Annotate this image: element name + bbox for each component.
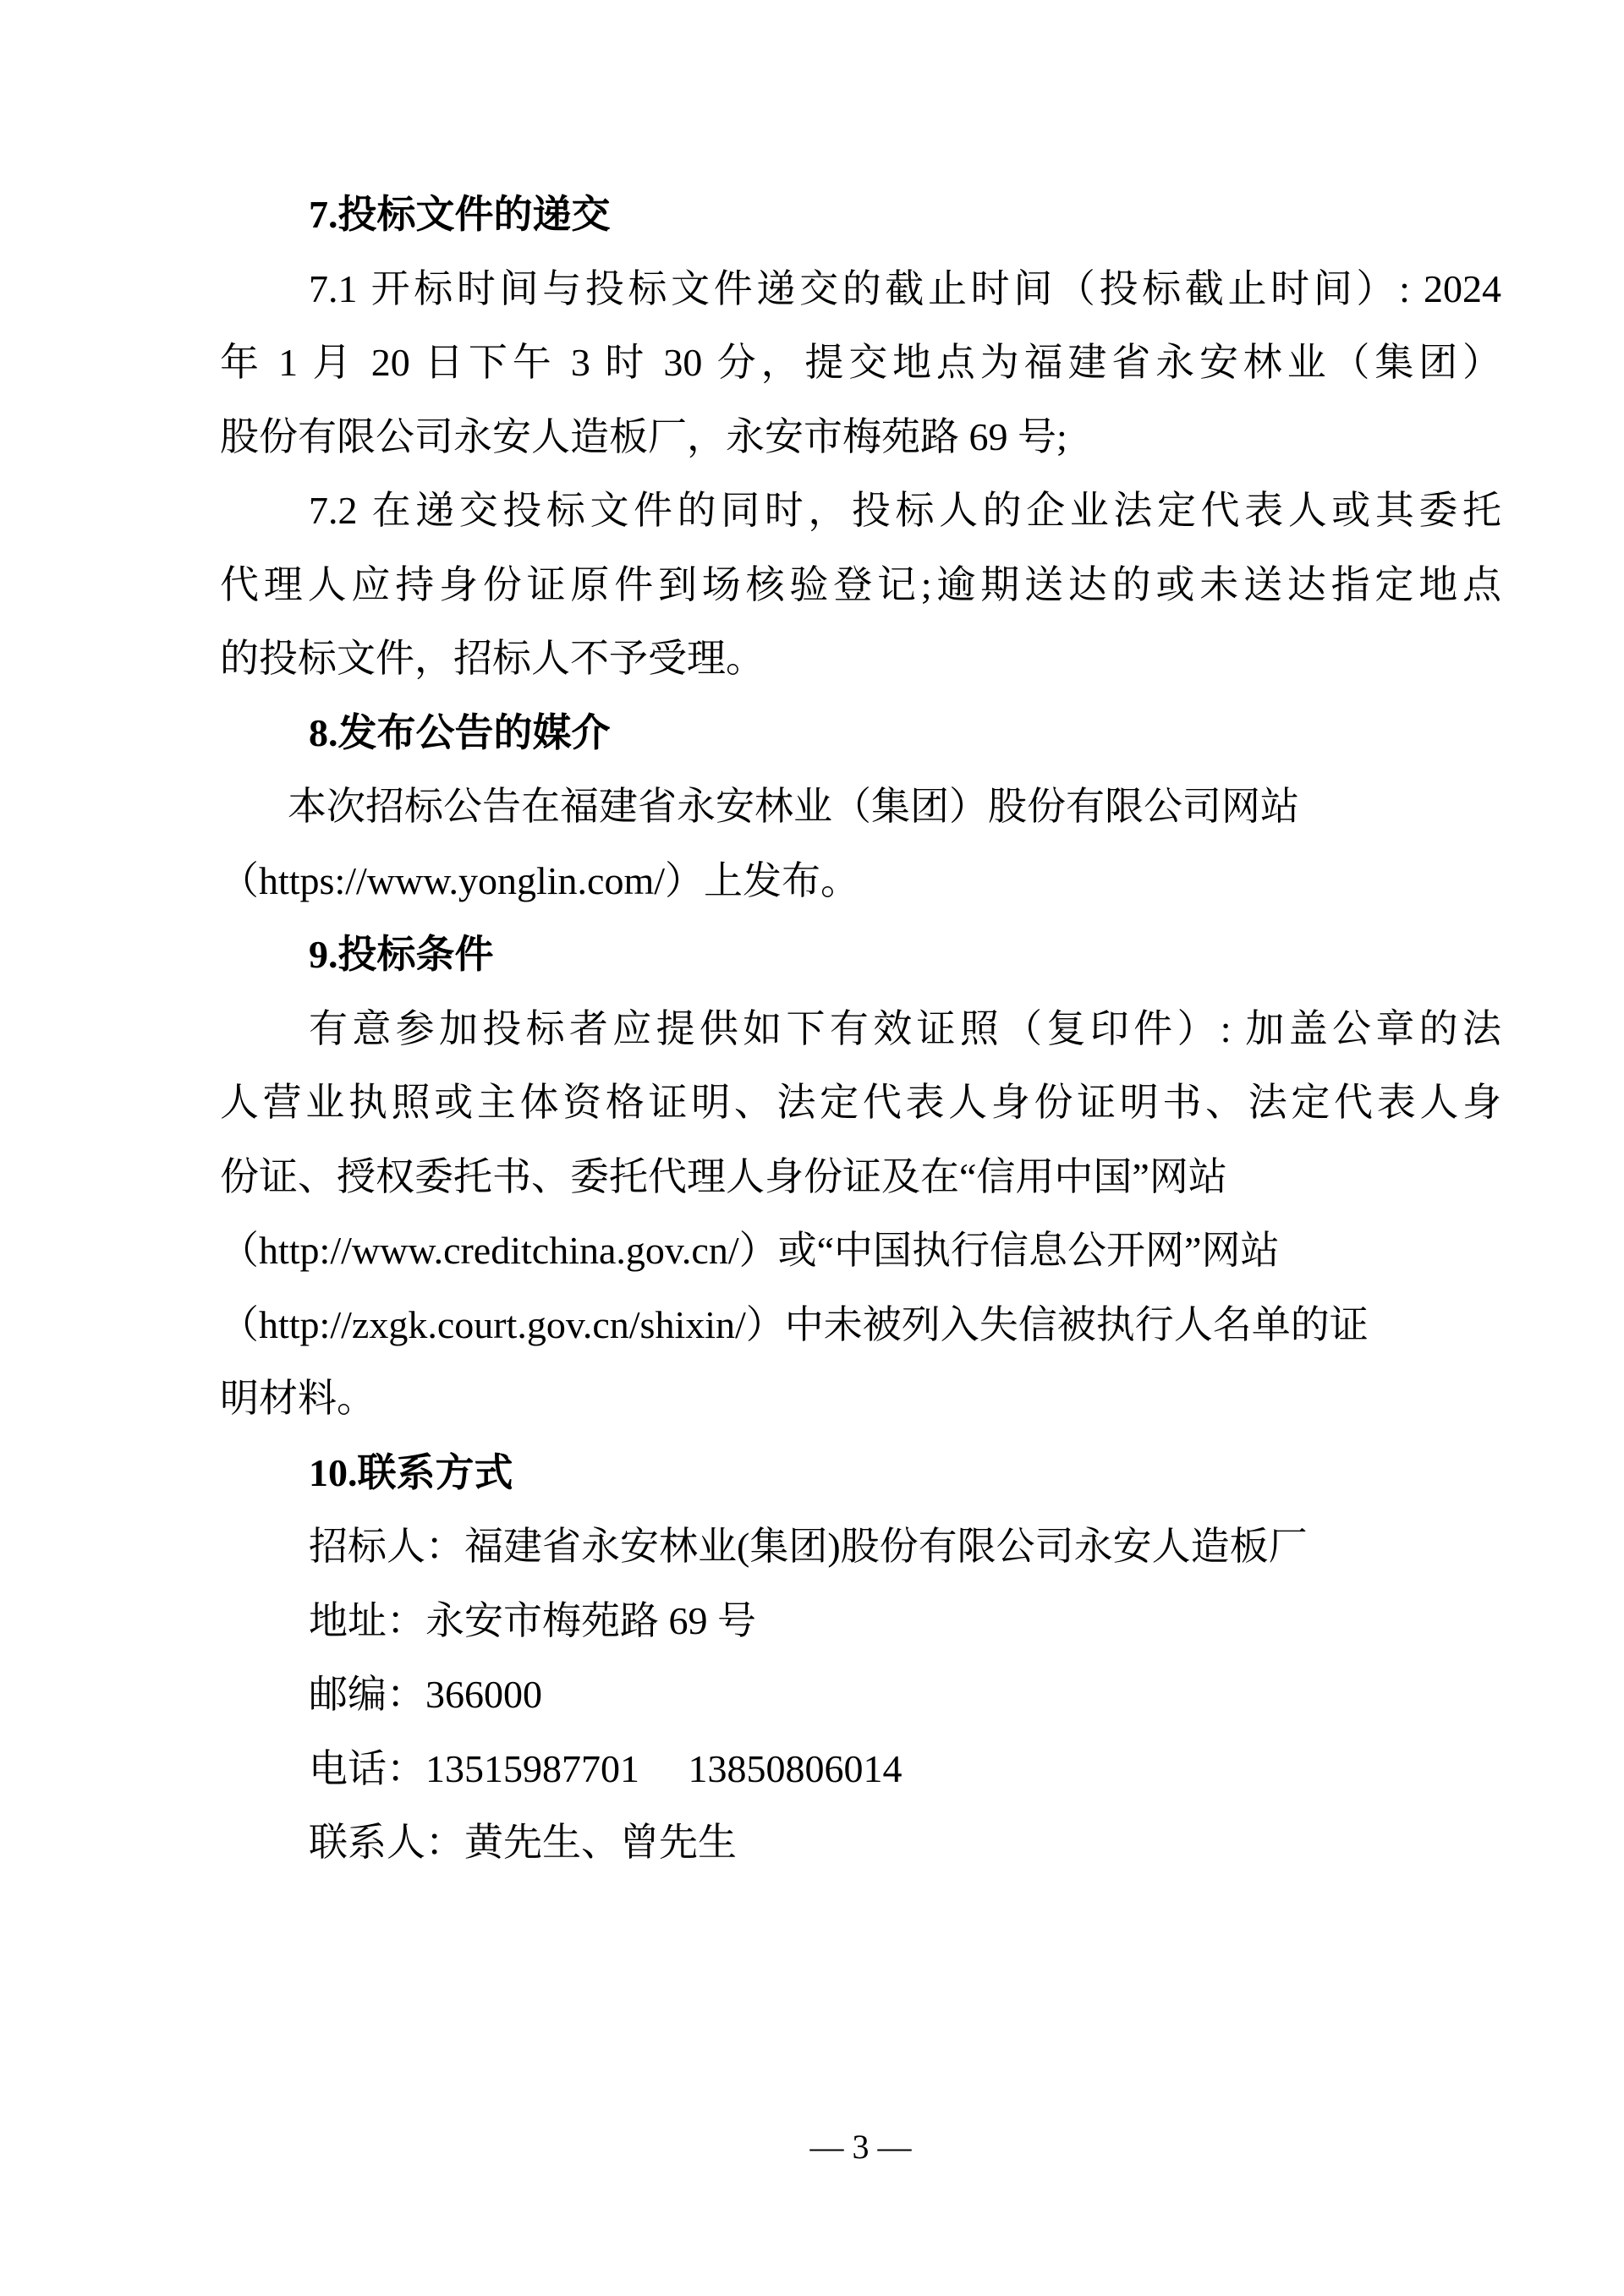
page-number: — 3 — [809, 2128, 912, 2166]
contact-postcode: 邮编：366000 [309, 1673, 542, 1716]
contact-phone: 电话：13515987701 13850806014 [309, 1746, 903, 1790]
section9-line6: 明材料。 [220, 1377, 376, 1420]
contact-persons: 联系人：黄先生、曾先生 [309, 1821, 737, 1864]
clause-7-1-line2: 年 1 月 20 日下午 3 时 30 分，提交地点为福建省永安林业（集团） [220, 341, 1501, 384]
section8-line1: 本次招标公告在福建省永安林业（集团）股份有限公司网站 [288, 785, 1299, 828]
section7-heading: 7.投标文件的递交 [309, 193, 611, 236]
clause-7-1-line1: 7.1 开标时间与投标文件递交的截止时间（投标截止时间）: 2024 [309, 266, 1501, 310]
clause-7-2-line2: 代理人应持身份证原件到场核验登记;逾期送达的或未送达指定地点 [220, 562, 1501, 606]
contact-address: 地址：永安市梅苑路 69 号 [309, 1598, 756, 1642]
section8-line2-website-url: （https://www.yonglin.com/）上发布。 [220, 858, 860, 902]
section9-heading: 9.投标条件 [309, 933, 494, 976]
section8-heading: 8.发布公告的媒介 [309, 710, 611, 754]
contact-tenderer: 招标人：福建省永安林业(集团)股份有限公司永安人造板厂 [309, 1525, 1308, 1568]
clause-7-1-line3: 股份有限公司永安人造板厂，永安市梅苑路 69 号; [220, 414, 1067, 458]
clause-7-2-line3: 的投标文件，招标人不予受理。 [220, 637, 765, 680]
section9-line2: 人营业执照或主体资格证明、法定代表人身份证明书、法定代表人身 [220, 1081, 1501, 1124]
section9-line1: 有意参加投标者应提供如下有效证照（复印件）: 加盖公章的法 [309, 1006, 1501, 1050]
document-body [220, 178, 1501, 1880]
section9-line5-zxgk-url: （http://zxgk.court.gov.cn/shixin/）中未被列入失信被执行人名单的证 [220, 1302, 1369, 1346]
section10-heading: 10.联系方式 [309, 1450, 513, 1494]
clause-7-2-line1: 7.2 在递交投标文件的同时，投标人的企业法定代表人或其委托 [309, 489, 1501, 532]
section9-line4-creditchina-url: （http://www.creditchina.gov.cn/）或“中国执行信息公开网”网站 [220, 1229, 1280, 1272]
section9-line3: 份证、授权委托书、委托代理人身份证及在“信用中国”网站 [220, 1154, 1227, 1198]
